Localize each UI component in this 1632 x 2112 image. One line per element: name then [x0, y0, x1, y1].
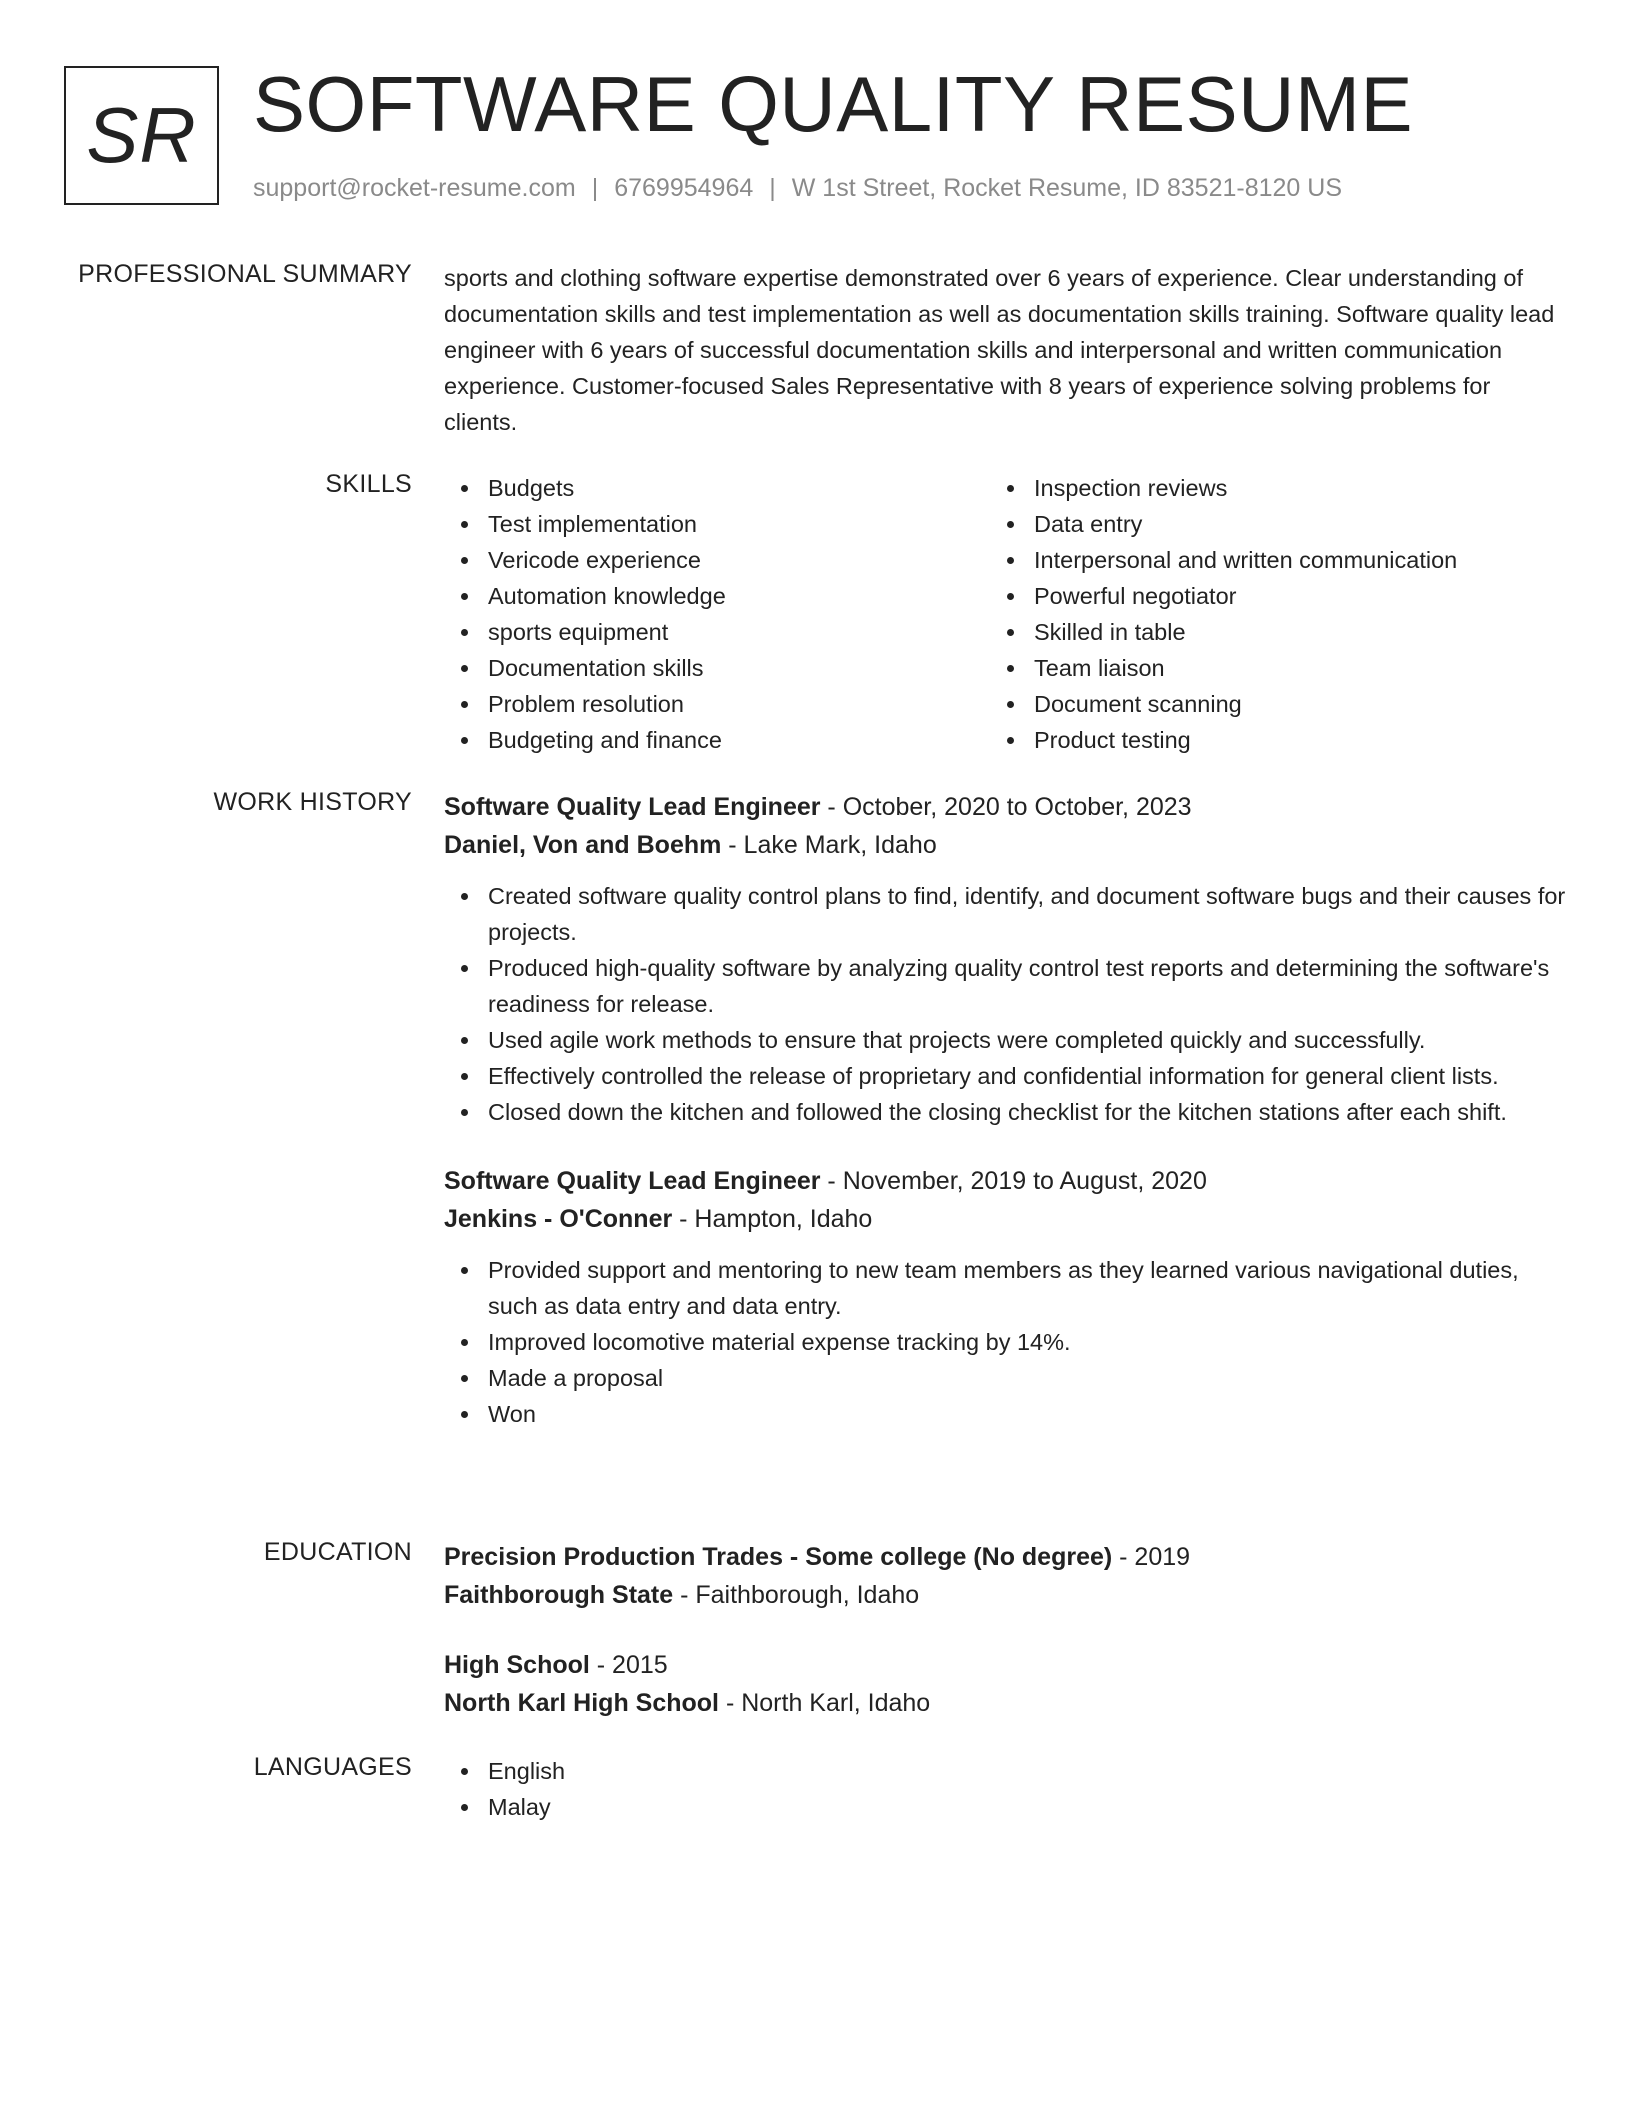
job-bullets: [444, 878, 1568, 1130]
skill-item: Test implementation: [444, 506, 990, 542]
page-title: SOFTWARE QUALITY RESUME: [253, 60, 1413, 148]
summary-text: sports and clothing software expertise demonstrated over 6 years of experience. Clear understanding of documentation skills and test implementation as well as documentation skills training. Software quality lead engineer with 6 years of successful documentation skills and interpersonal and written communication experience. Customer-focused Sales Representative with 8 years of experience solving problems for clients.: [444, 265, 1555, 435]
job-company: Jenkins - O'Conner: [444, 1205, 673, 1233]
job-entry: [444, 788, 1568, 1130]
education-degree-line: [444, 1646, 1568, 1684]
contact-separator: |: [769, 174, 776, 202]
contact-line: [253, 174, 1342, 203]
job-bullet: Won: [444, 1396, 1568, 1432]
monogram-logo: SR: [64, 66, 219, 205]
education-entry: [444, 1538, 1568, 1614]
job-location: - Lake Mark, Idaho: [721, 831, 937, 859]
skill-item: Documentation skills: [444, 650, 990, 686]
header: [64, 60, 1584, 216]
skills-list-col1: [444, 470, 990, 758]
skills-list-col2: [990, 470, 1536, 758]
education-school-line: [444, 1576, 1568, 1614]
job-title: Software Quality Lead Engineer: [444, 1167, 821, 1195]
section-label-skills: SKILLS: [325, 470, 412, 498]
skill-item: Problem resolution: [444, 686, 990, 722]
education-school-line: [444, 1684, 1568, 1722]
education-school: North Karl High School: [444, 1689, 719, 1717]
work-body: [444, 788, 1568, 1464]
education-degree-line: [444, 1538, 1568, 1576]
skill-item: sports equipment: [444, 614, 990, 650]
contact-phone: 6769954964: [614, 174, 754, 202]
job-bullet: Improved locomotive material expense tracking by 14%.: [444, 1324, 1568, 1360]
skills-body: [444, 470, 1568, 758]
section-label-education: EDUCATION: [263, 1538, 412, 1566]
education-year: - 2015: [589, 1651, 668, 1679]
job-bullet: Provided support and mentoring to new team members as they learned various navigational duties, such as data entry and data entry.: [444, 1252, 1568, 1324]
skill-item: Automation knowledge: [444, 578, 990, 614]
education-degree: High School: [444, 1651, 590, 1679]
section-label-work: WORK HISTORY: [213, 788, 412, 816]
skill-item: Vericode experience: [444, 542, 990, 578]
education-degree: Precision Production Trades - Some college (No degree): [444, 1543, 1113, 1571]
skills-section: [64, 470, 1568, 760]
job-title-line: [444, 1162, 1568, 1200]
summary-section: [64, 260, 1568, 440]
education-section: [64, 1538, 1568, 1738]
skill-item: Budgeting and finance: [444, 722, 990, 758]
job-bullet: Closed down the kitchen and followed the closing checklist for the kitchen stations after each shift.: [444, 1094, 1568, 1130]
job-company-line: [444, 826, 1568, 864]
job-bullet: Produced high-quality software by analyzing quality control test reports and determining the software's readiness for release.: [444, 950, 1568, 1022]
job-bullet: Made a proposal: [444, 1360, 1568, 1396]
education-location: - North Karl, Idaho: [719, 1689, 931, 1717]
skill-item: Data entry: [990, 506, 1536, 542]
skill-item: Powerful negotiator: [990, 578, 1536, 614]
job-title-line: [444, 788, 1568, 826]
skill-item: Inspection reviews: [990, 470, 1536, 506]
job-bullets: [444, 1252, 1568, 1432]
job-bullet: Used agile work methods to ensure that projects were completed quickly and successfully.: [444, 1022, 1568, 1058]
skill-item: Skilled in table: [990, 614, 1536, 650]
work-history-section: [64, 788, 1568, 1488]
language-item: English: [444, 1753, 1568, 1789]
contact-address: W 1st Street, Rocket Resume, ID 83521-8120 US: [791, 174, 1343, 202]
languages-section: [64, 1753, 1568, 1853]
job-title: Software Quality Lead Engineer: [444, 793, 821, 821]
skill-item: Budgets: [444, 470, 990, 506]
education-entry: [444, 1646, 1568, 1722]
skill-item: Product testing: [990, 722, 1536, 758]
job-location: - Hampton, Idaho: [672, 1205, 873, 1233]
job-bullet: Created software quality control plans to find, identify, and document software bugs and their causes for projects.: [444, 878, 1568, 950]
skill-item: Interpersonal and written communication: [990, 542, 1536, 578]
contact-email: support@rocket-resume.com: [253, 174, 576, 202]
section-label-summary: PROFESSIONAL SUMMARY: [78, 260, 412, 288]
education-year: - 2019: [1112, 1543, 1191, 1571]
contact-separator: |: [591, 174, 599, 202]
skill-item: Team liaison: [990, 650, 1536, 686]
education-body: [444, 1538, 1568, 1754]
languages-body: [444, 1753, 1568, 1825]
education-location: - Faithborough, Idaho: [673, 1581, 920, 1609]
job-bullet: Effectively controlled the release of proprietary and confidential information for general client lists.: [444, 1058, 1568, 1094]
job-dates: - October, 2020 to October, 2023: [820, 793, 1192, 821]
job-company-line: [444, 1200, 1568, 1238]
language-item: Malay: [444, 1789, 1568, 1825]
job-entry: [444, 1162, 1568, 1432]
job-company: Daniel, Von and Boehm: [444, 831, 722, 859]
job-dates: - November, 2019 to August, 2020: [820, 1167, 1207, 1195]
section-label-languages: LANGUAGES: [253, 1753, 412, 1781]
languages-list: [444, 1753, 1568, 1825]
education-school: Faithborough State: [444, 1581, 674, 1609]
skill-item: Document scanning: [990, 686, 1536, 722]
